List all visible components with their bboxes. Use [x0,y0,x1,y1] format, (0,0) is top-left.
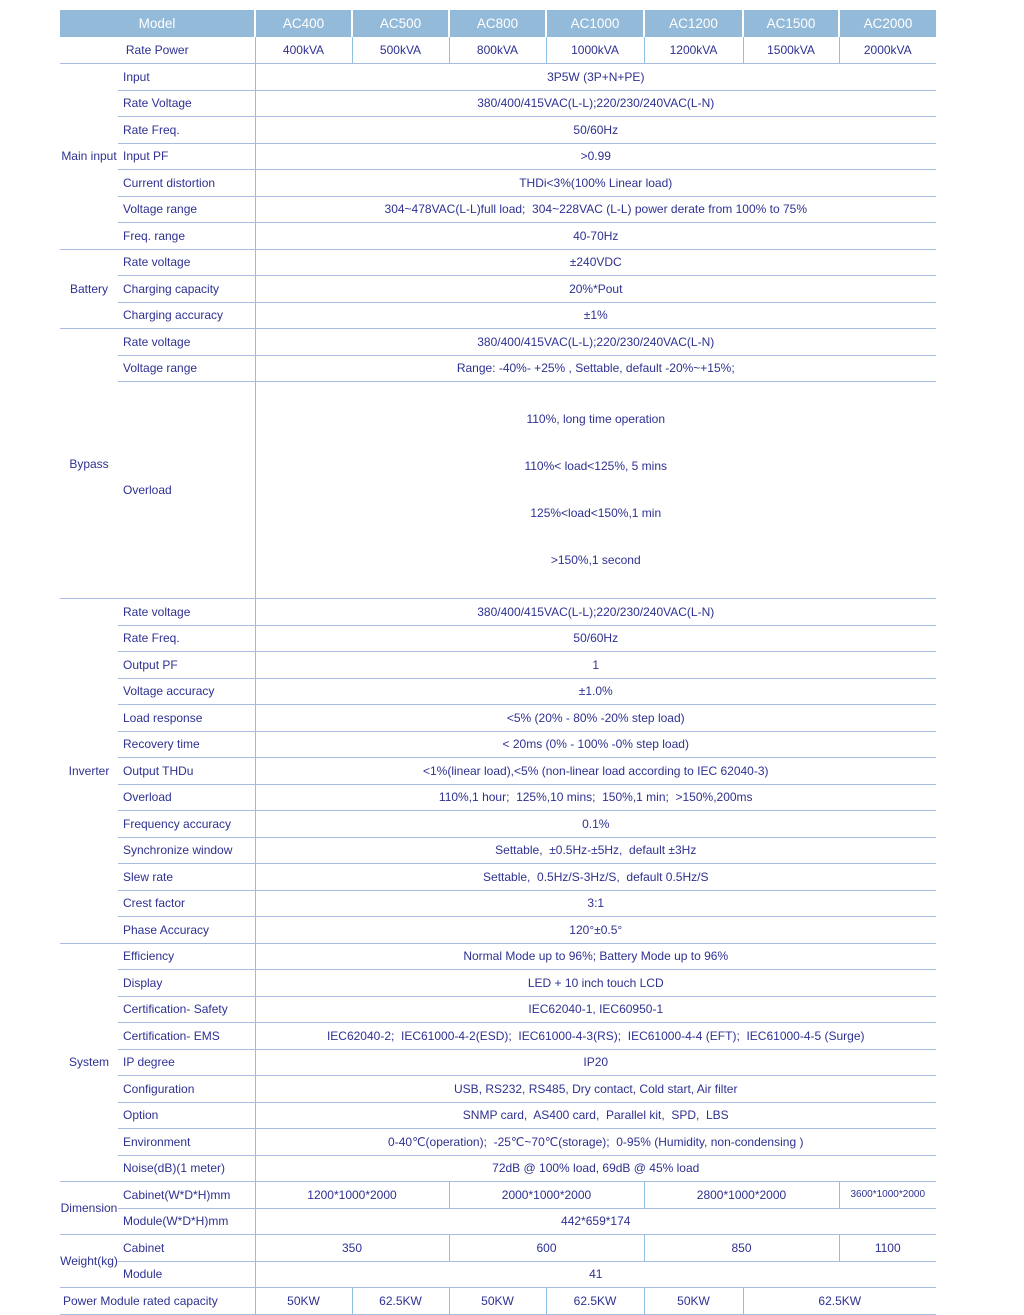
param-label: Certification- EMS [118,1023,255,1050]
category-battery: Battery [60,249,118,329]
param-value: SNMP card, AS400 card, Parallel kit, SPD, LBS [255,1102,936,1129]
power-module-value: 62.5KW [743,1288,936,1315]
param-value: ±1.0% [255,678,936,705]
cabinet-dim-value: 2000*1000*2000 [449,1182,644,1209]
model-header: Model [60,10,255,37]
param-value: 50/60Hz [255,117,936,144]
param-value: 20%*Pout [255,276,936,303]
model-ac2000: AC2000 [839,10,936,37]
param-value: 72dB @ 100% load, 69dB @ 45% load [255,1155,936,1182]
param-value: LED + 10 inch touch LCD [255,970,936,997]
rate-power-value: 1200kVA [644,37,743,64]
param-label: Module(W*D*H)mm [118,1208,255,1235]
spec-row [60,784,936,811]
module-dim-value: 442*659*174 [255,1208,936,1235]
cabinet-dim-value: 2800*1000*2000 [644,1182,839,1209]
param-value: < 20ms (0% - 100% -0% step load) [255,731,936,758]
param-label: Overload [118,382,255,599]
param-label: Voltage range [118,355,255,382]
param-value: <5% (20% - 80% -20% step load) [255,705,936,732]
param-value: IEC62040-2; IEC61000-4-2(ESD); IEC61000-4-3(RS); IEC61000-4-4 (EFT); IEC61000-4-5 (Surge) [255,1023,936,1050]
param-value: 380/400/415VAC(L-L);220/230/240VAC(L-N) [255,329,936,356]
rate-power-value: 500kVA [352,37,449,64]
param-label: Current distortion [118,170,255,197]
power-module-value: 62.5KW [352,1288,449,1315]
category-dimension: Dimension [60,1182,118,1235]
param-value: 0-40℃(operation); -25℃~70℃(storage); 0-95% (Humidity, non-condensing ) [255,1129,936,1156]
param-label: Charging capacity [118,276,255,303]
spec-row [60,64,936,91]
rate-power-label: Rate Power [60,37,255,64]
param-label: Rate Freq. [118,625,255,652]
param-value: ±1% [255,302,936,329]
param-label: Voltage accuracy [118,678,255,705]
spec-row [60,143,936,170]
param-label: Cabinet [118,1235,255,1262]
spec-row [60,329,936,356]
cabinet-dim-value: 3600*1000*2000 [839,1182,936,1209]
spec-row [60,355,936,382]
param-label: Overload [118,784,255,811]
spec-row [60,1155,936,1182]
cabinet-weight-value: 850 [644,1235,839,1262]
spec-row [60,1208,936,1235]
category-inverter: Inverter [60,599,118,944]
param-label: Freq. range [118,223,255,250]
param-value: 3:1 [255,890,936,917]
param-value: Normal Mode up to 96%; Battery Mode up to 96% [255,943,936,970]
param-label: Load response [118,705,255,732]
power-module-row [60,1288,936,1315]
value-line: 125%<load<150%,1 min [530,506,662,520]
cabinet-weight-value: 350 [255,1235,449,1262]
param-label: Rate voltage [118,599,255,626]
model-ac400: AC400 [255,10,352,37]
model-ac1200: AC1200 [644,10,743,37]
param-value: 3P5W (3P+N+PE) [255,64,936,91]
value-line: 110%, long time operation [526,412,666,426]
module-weight-value: 41 [255,1261,936,1288]
spec-row [60,1235,936,1262]
param-label: Efficiency [118,943,255,970]
model-ac1000: AC1000 [546,10,644,37]
model-ac1500: AC1500 [743,10,839,37]
param-value: 120°±0.5° [255,917,936,944]
param-label: Charging accuracy [118,302,255,329]
param-label: Output PF [118,652,255,679]
model-ac500: AC500 [352,10,449,37]
param-label: Phase Accuracy [118,917,255,944]
spec-row [60,678,936,705]
param-value: USB, RS232, RS485, Dry contact, Cold start, Air filter [255,1076,936,1103]
param-label: Recovery time [118,731,255,758]
spec-row [60,1261,936,1288]
category-main-input: Main input [60,64,118,250]
cabinet-weight-value: 600 [449,1235,644,1262]
param-value: Settable, 0.5Hz/S-3Hz/S, default 0.5Hz/S [255,864,936,891]
value-line: >150%,1 second [550,553,641,567]
bypass-overload-value [255,382,936,599]
param-label: Input PF [118,143,255,170]
param-label: Crest factor [118,890,255,917]
param-label: Module [118,1261,255,1288]
spec-row [60,302,936,329]
param-value: IP20 [255,1049,936,1076]
spec-row [60,864,936,891]
param-value: 380/400/415VAC(L-L);220/230/240VAC(L-N) [255,90,936,117]
cabinet-weight-value: 1100 [839,1235,936,1262]
spec-row [60,599,936,626]
spec-row [60,90,936,117]
spec-row [60,1102,936,1129]
spec-row [60,758,936,785]
spec-table [60,10,936,1315]
param-label: Output THDu [118,758,255,785]
param-label: Rate Freq. [118,117,255,144]
spec-row [60,652,936,679]
power-module-value: 50KW [255,1288,352,1315]
model-ac800: AC800 [449,10,546,37]
rate-power-row [60,37,936,64]
spec-row [60,731,936,758]
cabinet-dim-value: 1200*1000*2000 [255,1182,449,1209]
param-label: Option [118,1102,255,1129]
param-value: ±240VDC [255,249,936,276]
spec-row [60,943,936,970]
param-value: 0.1% [255,811,936,838]
rate-power-value: 800kVA [449,37,546,64]
param-value: 380/400/415VAC(L-L);220/230/240VAC(L-N) [255,599,936,626]
param-value: 1 [255,652,936,679]
power-module-value: 62.5KW [546,1288,644,1315]
spec-row [60,1023,936,1050]
rate-power-value: 1500kVA [743,37,839,64]
spec-row [60,276,936,303]
rate-power-value: 400kVA [255,37,352,64]
param-label: Frequency accuracy [118,811,255,838]
spec-row [60,890,936,917]
param-label: Synchronize window [118,837,255,864]
value-line: 110%< load<125%, 5 mins [524,459,668,473]
param-label: Noise(dB)(1 meter) [118,1155,255,1182]
spec-row [60,625,936,652]
param-label: Configuration [118,1076,255,1103]
param-value: 50/60Hz [255,625,936,652]
spec-row [60,223,936,250]
spec-row [60,196,936,223]
power-module-label: Power Module rated capacity [60,1288,255,1315]
rate-power-value: 1000kVA [546,37,644,64]
spec-row [60,917,936,944]
spec-row [60,382,936,599]
param-label: IP degree [118,1049,255,1076]
param-value: Range: -40%- +25% , Settable, default -20%~+15%; [255,355,936,382]
spec-row [60,996,936,1023]
spec-row [60,811,936,838]
power-module-value: 50KW [449,1288,546,1315]
param-label: Input [118,64,255,91]
category-system: System [60,943,118,1182]
spec-row [60,1129,936,1156]
param-label: Environment [118,1129,255,1156]
spec-row [60,705,936,732]
param-value: Settable, ±0.5Hz-±5Hz, default ±3Hz [255,837,936,864]
param-value: 304~478VAC(L-L)full load; 304~228VAC (L-L) power derate from 100% to 75% [255,196,936,223]
param-value: 110%,1 hour; 125%,10 mins; 150%,1 min; >150%,200ms [255,784,936,811]
param-label: Slew rate [118,864,255,891]
spec-row [60,249,936,276]
spec-row [60,837,936,864]
spec-row [60,970,936,997]
spec-row [60,1076,936,1103]
param-label: Rate voltage [118,249,255,276]
param-label: Certification- Safety [118,996,255,1023]
param-value: THDi<3%(100% Linear load) [255,170,936,197]
param-label: Rate Voltage [118,90,255,117]
spec-row [60,117,936,144]
param-label: Voltage range [118,196,255,223]
param-value: >0.99 [255,143,936,170]
spec-row [60,1182,936,1209]
rate-power-value: 2000kVA [839,37,936,64]
spec-row [60,1049,936,1076]
power-module-value: 50KW [644,1288,743,1315]
param-label: Display [118,970,255,997]
param-label: Rate voltage [118,329,255,356]
category-weight: Weight(kg) [60,1235,118,1288]
category-bypass: Bypass [60,329,118,599]
param-value: IEC62040-1, IEC60950-1 [255,996,936,1023]
param-value: <1%(linear load),<5% (non-linear load according to IEC 62040-3) [255,758,936,785]
param-label: Cabinet(W*D*H)mm [118,1182,255,1209]
header-row [60,10,936,37]
spec-row [60,170,936,197]
param-value: 40-70Hz [255,223,936,250]
